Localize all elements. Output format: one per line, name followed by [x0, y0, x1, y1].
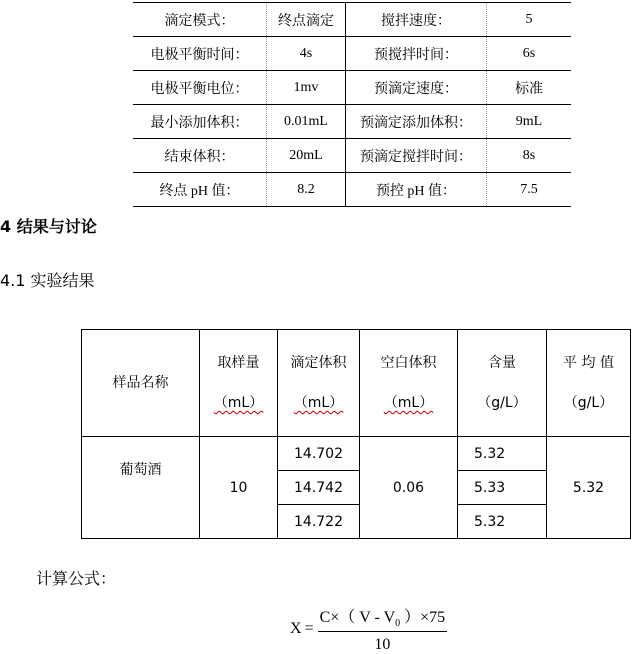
param-row: [133, 37, 571, 71]
param-row: [133, 173, 571, 207]
results-table: [81, 329, 631, 539]
formula-equals: =: [304, 620, 314, 638]
results-header-row: [82, 330, 631, 437]
sample-name-cell: 葡萄酒: [82, 437, 200, 539]
param-label-cell: 预控 pH 值：: [346, 173, 487, 207]
param-row: [133, 105, 571, 139]
header-sample-name: 样品名称: [82, 330, 200, 437]
param-label-cell: 预滴定速度：: [346, 71, 487, 105]
param-label-cell: 搅拌速度：: [346, 3, 487, 37]
formula-denominator: 10: [374, 636, 391, 654]
param-value-cell: 20mL: [267, 139, 346, 173]
table-row: [82, 437, 631, 471]
formula-fraction: [318, 604, 448, 654]
header-titration-volume: 滴定体积 （mL）: [278, 330, 360, 437]
param-value-cell: 终点滴定: [267, 3, 346, 37]
titration-volume-cell: 14.702: [278, 437, 360, 471]
average-cell: 5.32: [547, 437, 631, 539]
header-sample-volume: 取样量 （mL）: [200, 330, 278, 437]
param-value-cell: 5: [487, 3, 572, 37]
titration-parameters-table: [133, 2, 571, 207]
param-label-cell: 预滴定添加体积：: [346, 105, 487, 139]
param-label-cell: 结束体积：: [133, 139, 267, 173]
blank-volume-cell: 0.06: [360, 437, 458, 539]
param-label-cell: 滴定模式：: [133, 3, 267, 37]
header-average: 平 均 值 （g/L）: [547, 330, 631, 437]
param-label-cell: 电极平衡时间：: [133, 37, 267, 71]
param-value-cell: 9mL: [487, 105, 572, 139]
formula-lhs: X: [290, 620, 302, 638]
content-cell: 5.32: [458, 505, 547, 539]
param-value-cell: 4s: [267, 37, 346, 71]
param-row: [133, 71, 571, 105]
titration-volume-cell: 14.742: [278, 471, 360, 505]
param-value-cell: 6s: [487, 37, 572, 71]
param-value-cell: 8s: [487, 139, 572, 173]
param-row: [133, 3, 571, 37]
param-value-cell: 1mv: [267, 71, 346, 105]
header-content: 含量 （g/L）: [458, 330, 547, 437]
param-label-cell: 终点 pH 值：: [133, 173, 267, 207]
calculation-formula: [290, 604, 447, 654]
param-label-cell: 最小添加体积：: [133, 105, 267, 139]
formula-label: 计算公式：: [36, 569, 117, 588]
param-label-cell: 电极平衡电位：: [133, 71, 267, 105]
header-blank-volume: 空白体积 （mL）: [360, 330, 458, 437]
param-value-cell: 7.5: [487, 173, 572, 207]
param-row: [133, 139, 571, 173]
formula-numerator: C×（ V - $V_0$ ）×75: [318, 604, 448, 632]
param-value-cell: 0.01mL: [267, 105, 346, 139]
section-heading: 4 结果与讨论: [0, 217, 97, 236]
titration-volume-cell: 14.722: [278, 505, 360, 539]
sample-volume-cell: 10: [200, 437, 278, 539]
subsection-heading: 4.1 实验结果: [0, 271, 95, 290]
param-value-cell: 8.2: [267, 173, 346, 207]
content-cell: 5.33: [458, 471, 547, 505]
param-label-cell: 预搅拌时间：: [346, 37, 487, 71]
param-label-cell: 预滴定搅拌时间：: [346, 139, 487, 173]
content-cell: 5.32: [458, 437, 547, 471]
param-value-cell: 标准: [487, 71, 572, 105]
